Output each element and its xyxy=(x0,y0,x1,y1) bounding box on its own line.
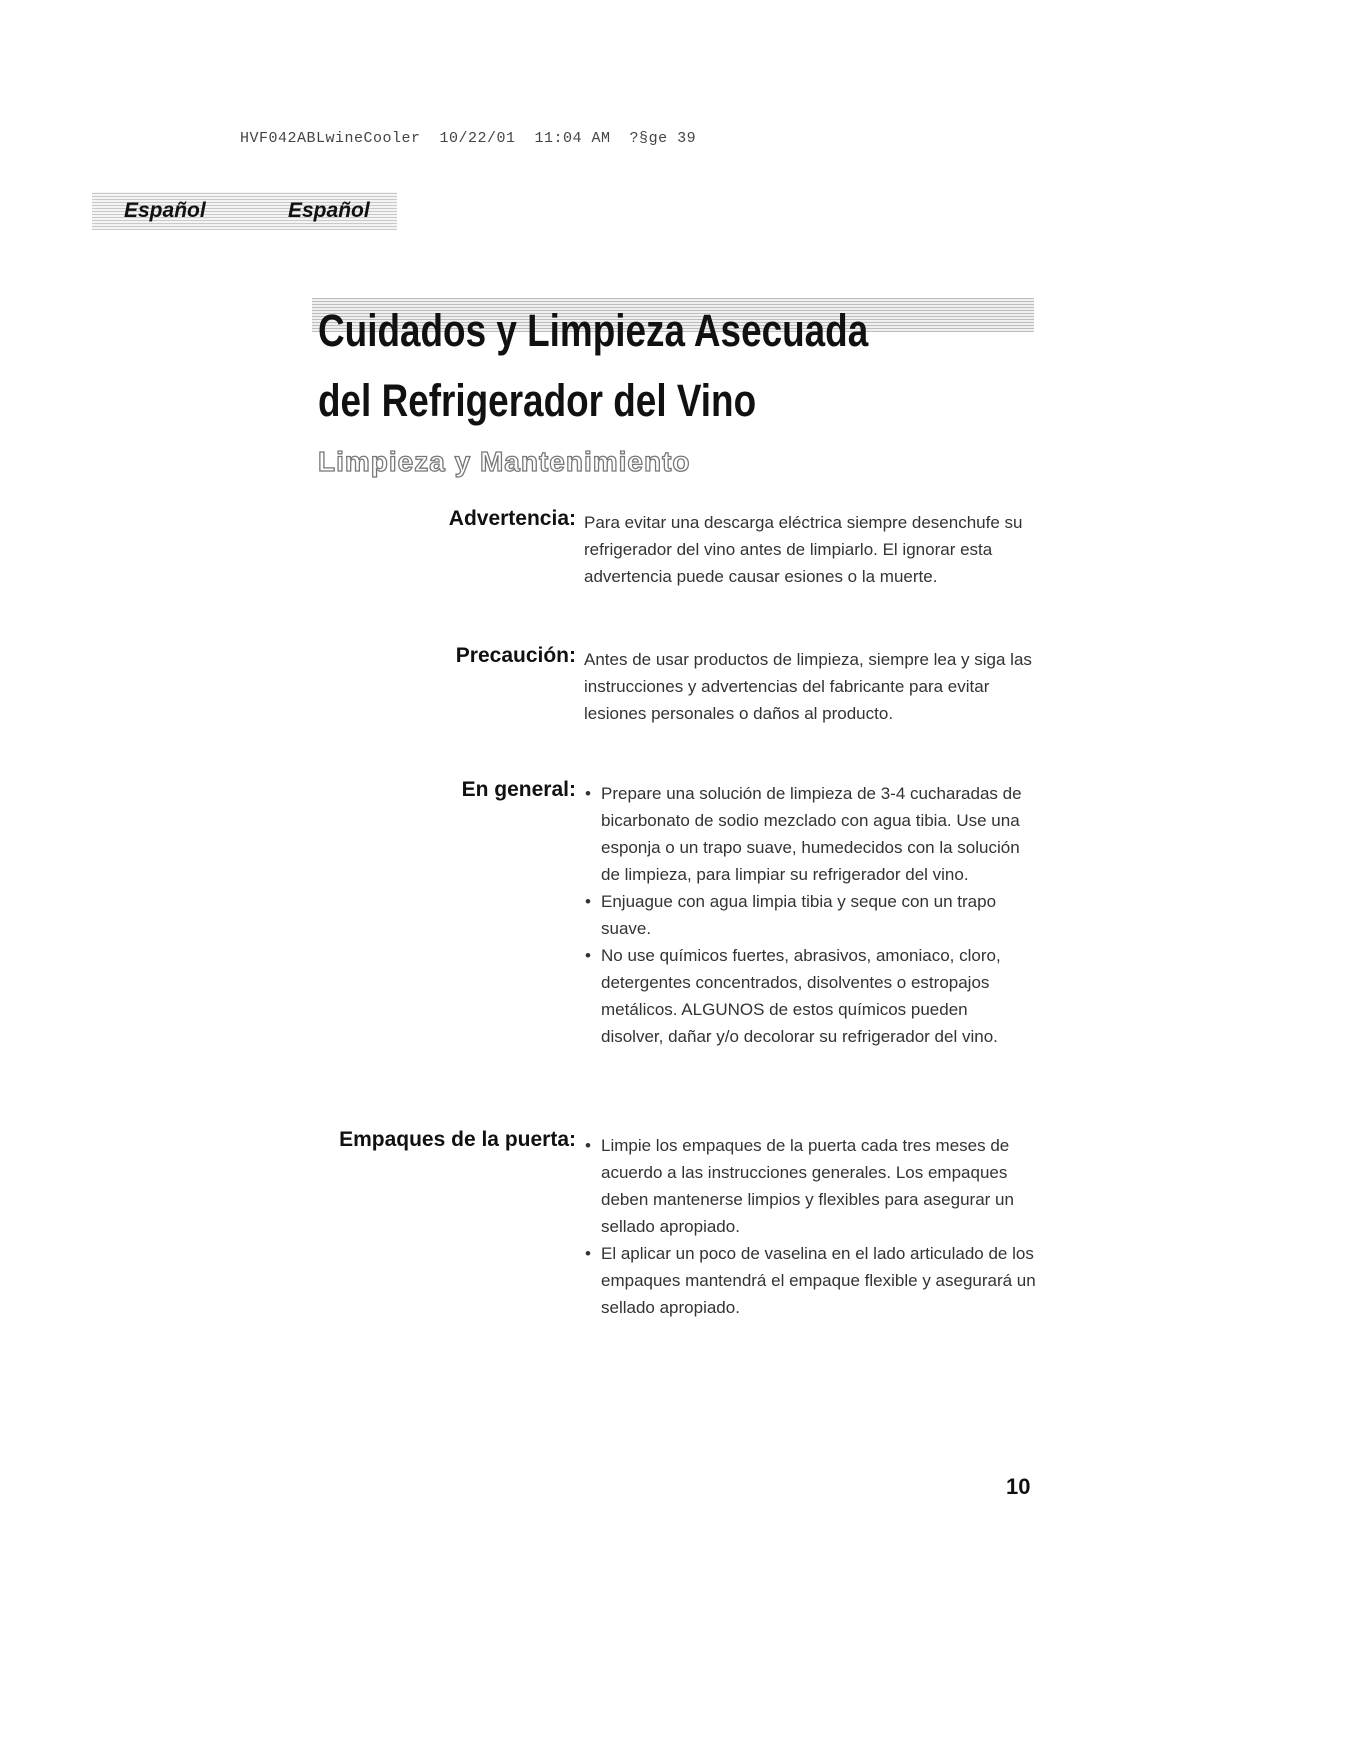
empaques-bullet-list xyxy=(584,1132,1044,1321)
general-text-block xyxy=(584,780,1024,1050)
empaques-bullet-2: • El aplicar un poco de vaselina en el lado articulado de los empaques mantendrá el empaque flexible y asegurará un sellado apropiado. xyxy=(584,1240,1044,1321)
section-heading: Limpieza y Mantenimiento xyxy=(318,446,691,477)
precaucion-text: Antes de usar productos de limpieza, siempre lea y siga las instrucciones y advertencias del fabricante para evitar lesiones personales o daños al producto. xyxy=(584,650,1032,723)
page-number: 10 xyxy=(1006,1474,1031,1499)
language-label-right: Español xyxy=(288,199,370,222)
empaques-text-block xyxy=(584,1132,1044,1321)
general-bullet-1: • Prepare una solución de limpieza de 3-4 cucharadas de bicarbonato de sodio mezclado con agua tibia. Use una esponja o un trapo suave, humedecidos con la solución de limpieza, para limpiar su refrigerador del vino. xyxy=(584,780,1024,888)
advertencia-text: Para evitar una descarga eléctrica siempre desenchufe su refrigerador del vino antes de limpiarlo. El ignorar esta advertencia puede causar esiones o la muerte. xyxy=(584,513,1023,586)
empaques-label: Empaques de la puerta: xyxy=(339,1128,576,1151)
precaucion-label: Precaución: xyxy=(455,644,576,667)
general-bullet-list xyxy=(584,780,1024,1050)
page-title xyxy=(318,296,868,436)
general-label: En general: xyxy=(461,778,576,801)
page-title-line-1: Cuidados y Limpieza Asecuada xyxy=(318,305,869,356)
language-label-left: Español xyxy=(124,199,206,222)
language-banner xyxy=(92,192,397,230)
general-bullet-2: • Enjuague con agua limpia tibia y seque con un trapo suave. xyxy=(584,888,1024,942)
empaques-bullet-1: • Limpie los empaques de la puerta cada tres meses de acuerdo a las instrucciones generales. Los empaques deben mantenerse limpios y flexibles para asegurar un sellado apropiado. xyxy=(584,1132,1044,1240)
page-title-line-2: del Refrigerador del Vino xyxy=(318,375,757,426)
general-bullet-3: • No use químicos fuertes, abrasivos, amoniaco, cloro, detergentes concentrados, disolventes o estropajos metálicos. ALGUNOS de estos químicos pueden disolver, dañar y/o decolorar su refrigerador del vino. xyxy=(584,942,1024,1050)
advertencia-text-block xyxy=(584,509,1044,590)
advertencia-label: Advertencia: xyxy=(448,507,576,530)
print-slug: HVF042ABLwineCooler 10/22/01 11:04 AM ?§ge 39 xyxy=(240,130,697,147)
precaucion-text-block xyxy=(584,646,1034,727)
